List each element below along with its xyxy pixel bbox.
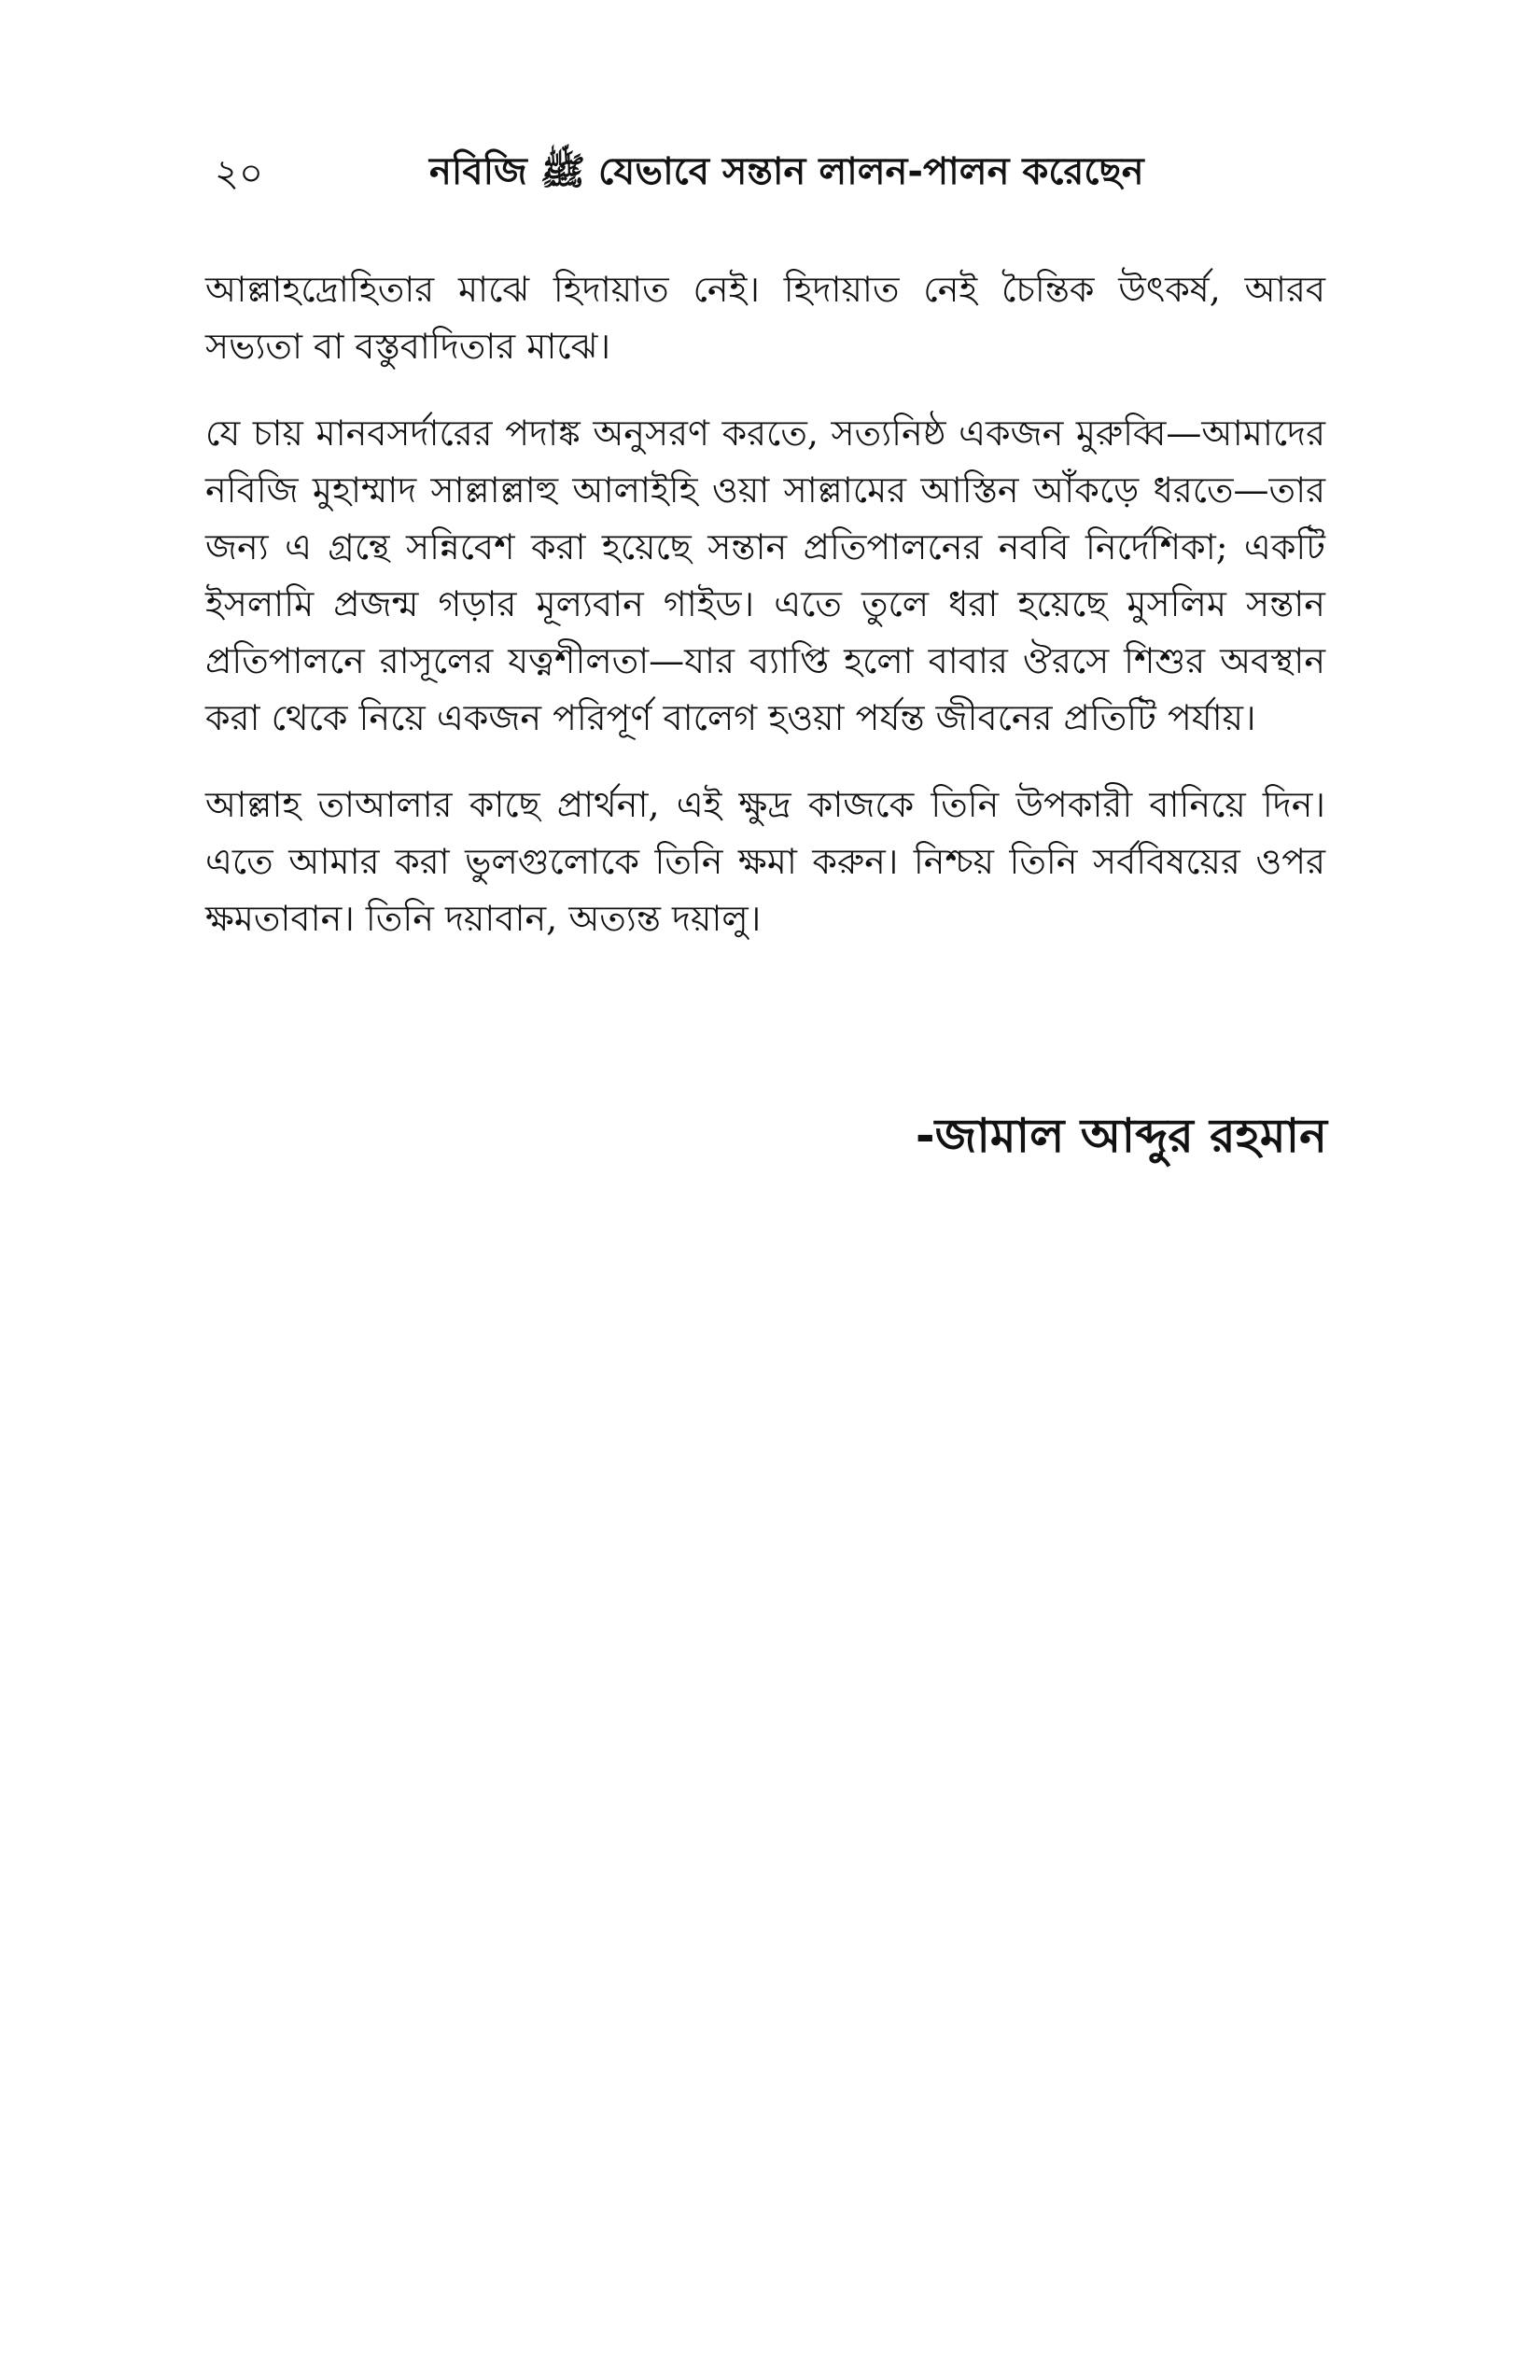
paragraph: আল্লাহদ্রোহিতার মাঝে হিদায়াত নেই। হিদায়াত নেই চৈন্তিক উৎকর্ষ, আরব সভ্যতা বা বস্তুবাদিতার মাঝে। xyxy=(205,269,1326,367)
paragraph: আল্লাহ তাআলার কাছে প্রার্থনা, এই ক্ষুদ্র কাজকে তিনি উপকারী বানিয়ে দিন। এতে আমার করা ভুলগুলোকে তিনি ক্ষমা করুন। নিশ্চয় তিনি সর্ববিষয়ের ওপর ক্ষমতাবান। তিনি দয়াবান, অত্যন্ত দয়ালু। xyxy=(205,784,1325,939)
author-signature: -জামাল আব্দুর রহমান xyxy=(915,1109,1327,1163)
body-text xyxy=(205,261,1325,977)
page-header xyxy=(205,131,1325,205)
paragraph: যে চায় মানবসর্দারের পদাঙ্ক অনুসরণ করতে, সত্যনিষ্ঠ একজন মুরুব্বি—আমাদের নবিজি মুহাম্মাদ সাল্লাল্লাহু আলাইহি ওয়া সাল্লামের আস্তিন আঁকড়ে ধরতে—তার জন্য এ গ্রন্থে সন্নিবেশ করা হয়েছে সন্তান প্রতিপালনের নববি নির্দেশিকা; একটি ইসলামি প্রজন্ম গড়ার মূল্যবান গাইড। এতে তুলে ধরা হয়েছে মুসলিম সন্তান প্রতিপালনে রাসূলের যত্নশীলতা—যার ব্যাপ্তি হলো বাবার ঔরসে শিশুর অবস্থান করা থেকে নিয়ে একজন পরিপূর্ণ বালেগ হওয়া পর্যন্ত জীবনের প্রতিটি পর্যায়। xyxy=(205,413,1325,738)
running-title: নবিজি ﷺ যেভাবে সন্তান লালন-পালন করেছেন xyxy=(429,150,1144,193)
page-number: ২০ xyxy=(215,152,264,195)
